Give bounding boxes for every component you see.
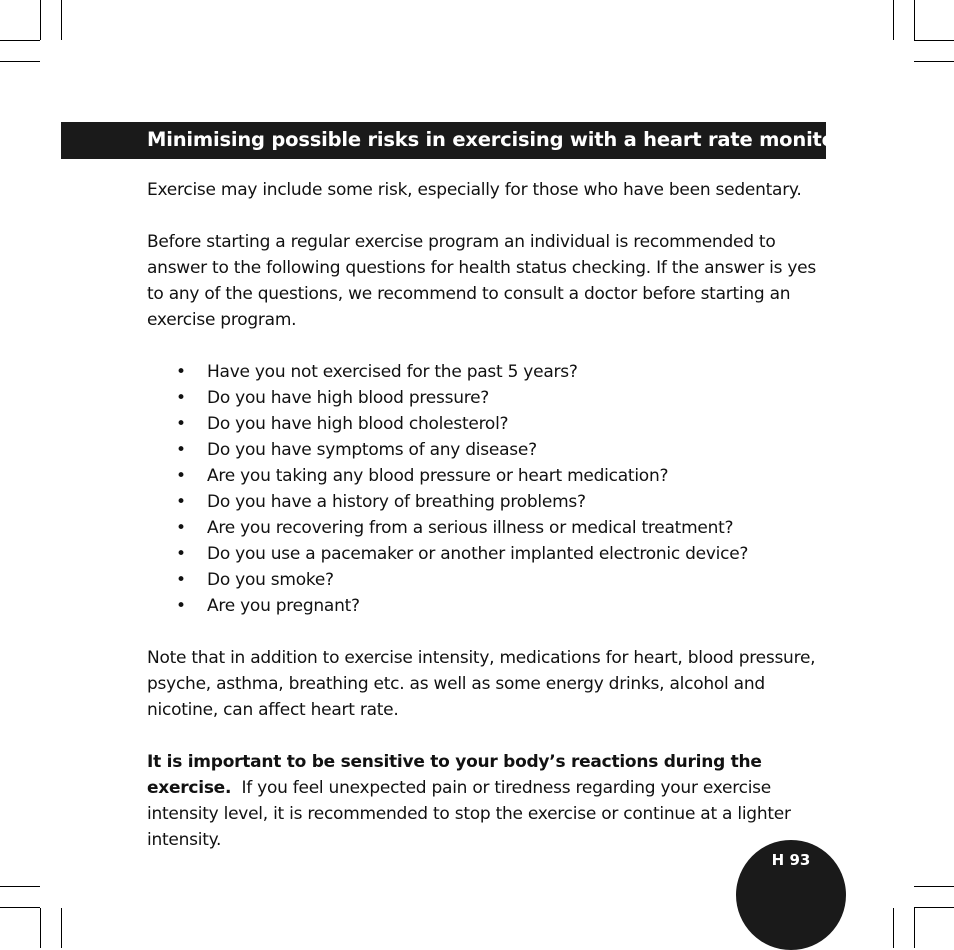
question-text: Do you have high blood cholesterol?	[207, 414, 509, 434]
question-item	[147, 437, 837, 463]
section-header-bar	[61, 122, 845, 159]
note-paragraph: Note that in addition to exercise intensity, medications for heart, blood pressure, psyche, asthma, breathing etc. as well as some energy drinks, alcohol and nicotine, can affect heart rate.	[147, 648, 816, 720]
crop-mark-bottom-left-vertical	[40, 908, 41, 948]
question-text: Do you have symptoms of any disease?	[207, 440, 537, 460]
question-item	[147, 385, 837, 411]
bullet-icon: •	[176, 440, 186, 460]
crop-mark-bottom-right-horizontal-outer	[914, 886, 954, 887]
crop-mark-bottom-right-vertical-outer	[893, 908, 894, 948]
bullet-icon: •	[176, 466, 186, 486]
crop-mark-bottom-left-horizontal-outer	[0, 886, 40, 887]
crop-mark-top-right-vertical-outer	[893, 0, 894, 40]
important-lead: It is important to be sensitive to your body’s reactions during the exercise.	[147, 752, 762, 798]
question-item	[147, 489, 837, 515]
crop-mark-bottom-right-horizontal	[914, 907, 954, 908]
crop-mark-top-right-horizontal-outer	[914, 61, 954, 62]
crop-mark-top-left-horizontal	[0, 40, 40, 41]
page-number-badge	[736, 840, 846, 950]
health-questions-list	[147, 359, 837, 619]
recommendation-paragraph: Before starting a regular exercise program an individual is recommended to answer to the following questions for health status checking. If the answer is yes to any of the questions, we recommend to consult a doctor before starting an exercise program.	[147, 232, 816, 330]
bullet-icon: •	[176, 544, 186, 564]
question-text: Do you use a pacemaker or another implanted electronic device?	[207, 544, 749, 564]
question-item	[147, 567, 837, 593]
question-item	[147, 541, 837, 567]
crop-mark-bottom-left-horizontal	[0, 907, 40, 908]
page-number: H 93	[771, 851, 811, 869]
question-item	[147, 463, 837, 489]
page-content	[147, 177, 837, 879]
question-text: Are you taking any blood pressure or heart medication?	[207, 466, 669, 486]
intro-paragraph: Exercise may include some risk, especially for those who have been sedentary.	[147, 180, 802, 200]
section-title: Minimising possible risks in exercising with a heart rate monitor	[147, 128, 845, 151]
crop-mark-bottom-left-vertical-outer	[61, 908, 62, 948]
question-item	[147, 411, 837, 437]
crop-mark-top-right-vertical	[914, 0, 915, 40]
bullet-icon: •	[176, 362, 186, 382]
question-text: Have you not exercised for the past 5 years?	[207, 362, 578, 382]
crop-mark-bottom-right-vertical	[914, 908, 915, 948]
important-paragraph	[147, 749, 837, 853]
question-item	[147, 515, 837, 541]
crop-mark-top-right-horizontal	[914, 40, 954, 41]
question-item	[147, 359, 837, 385]
question-item	[147, 593, 837, 619]
important-body: If you feel unexpected pain or tiredness regarding your exercise intensity level, it is recommended to stop the exercise or continue at a lighter intensity.	[147, 778, 791, 850]
crop-mark-top-left-horizontal-outer	[0, 61, 40, 62]
question-text: Are you pregnant?	[207, 596, 360, 616]
bullet-icon: •	[176, 414, 186, 434]
question-text: Do you have high blood pressure?	[207, 388, 490, 408]
crop-mark-top-left-vertical	[40, 0, 41, 40]
crop-mark-top-left-vertical-outer	[61, 0, 62, 40]
question-text: Do you smoke?	[207, 570, 334, 590]
bullet-icon: •	[176, 388, 186, 408]
bullet-icon: •	[176, 518, 186, 538]
question-text: Are you recovering from a serious illness or medical treatment?	[207, 518, 734, 538]
bullet-icon: •	[176, 570, 186, 590]
bullet-icon: •	[176, 492, 186, 512]
question-text: Do you have a history of breathing problems?	[207, 492, 586, 512]
bullet-icon: •	[176, 596, 186, 616]
